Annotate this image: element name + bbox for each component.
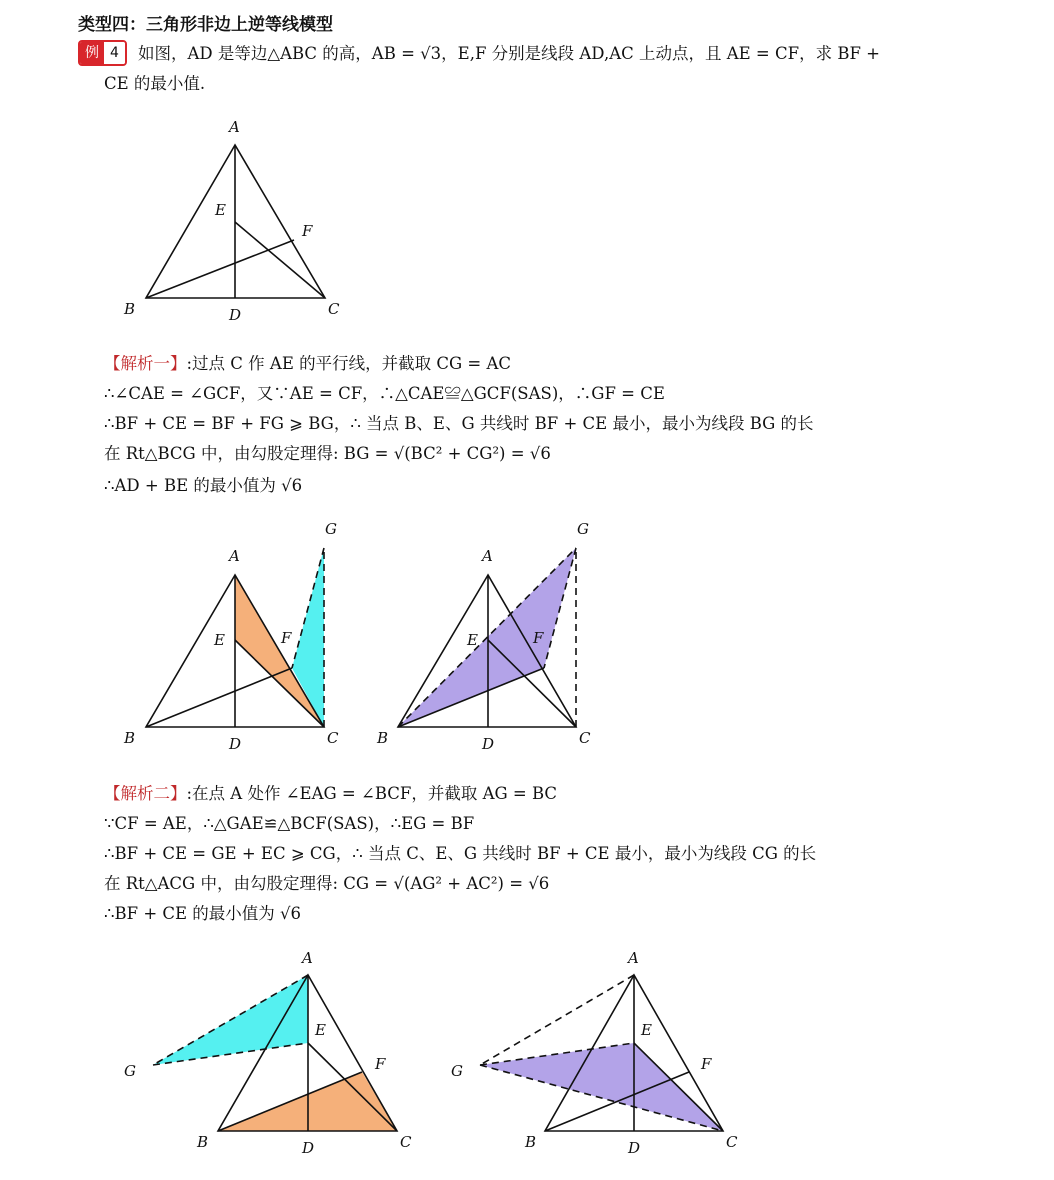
solution1-line2: ∴∠CAE = ∠GCF，又∵AE = CF，∴△CAE≌△GCF(SAS)，∴GF = CE xyxy=(104,384,665,403)
label-f: F xyxy=(302,222,313,240)
label-b: B xyxy=(525,1133,537,1151)
figure-s1-left xyxy=(146,548,324,727)
label-g: G xyxy=(124,1062,136,1080)
section-title: 类型四：三角形非边上逆等线模型 xyxy=(78,15,333,35)
label-d: D xyxy=(482,735,495,753)
solution1-text1: :过点 C 作 AE 的平行线，并截取 CG = AC xyxy=(186,354,512,373)
label-a: A xyxy=(482,547,493,565)
label-e: E xyxy=(214,631,225,649)
example-number: 4 xyxy=(104,42,125,64)
figure-s1-right xyxy=(398,548,576,727)
solution2-line2: ∵CF = AE，∴△GAE≌△BCF(SAS)，∴EG = BF xyxy=(104,814,475,833)
label-f: F xyxy=(281,629,292,647)
shaded-triangle-gec xyxy=(480,1043,723,1131)
label-f: F xyxy=(375,1055,386,1073)
label-e: E xyxy=(315,1021,326,1039)
label-a: A xyxy=(302,949,313,967)
solution2-text1: :在点 A 处作 ∠EAG = ∠BCF，并截取 AG = BC xyxy=(186,784,558,803)
example-word: 例 xyxy=(80,42,104,64)
solution2-tag: 【解析二】 xyxy=(104,784,187,803)
question-line-1: 如图，AD 是等边△ABC 的高，AB = √3，E,F 分别是线段 AD,AC 上动点，且 AE = CF，求 BF + xyxy=(138,44,880,63)
question-line-2: CE 的最小值. xyxy=(104,74,206,93)
label-b: B xyxy=(124,729,136,747)
solution2-line4: 在 Rt△ACG 中，由勾股定理得: CG = √(AG² + AC²) = √6 xyxy=(104,874,550,893)
segment-bf xyxy=(146,668,292,727)
solution1-tag: 【解析一】 xyxy=(104,354,187,373)
label-c: C xyxy=(579,729,591,747)
label-e: E xyxy=(467,631,478,649)
label-f: F xyxy=(533,629,544,647)
label-b: B xyxy=(124,300,136,318)
label-c: C xyxy=(400,1133,412,1151)
label-f: F xyxy=(701,1055,712,1073)
label-d: D xyxy=(302,1139,315,1157)
label-g: G xyxy=(325,520,337,538)
solution1-line4: 在 Rt△BCG 中，由勾股定理得: BG = √(BC² + CG²) = √6 xyxy=(104,444,551,463)
label-d: D xyxy=(628,1139,641,1157)
solution1-line5: ∴AD + BE 的最小值为 √6 xyxy=(104,476,303,495)
label-c: C xyxy=(726,1133,738,1151)
figure-s2-left xyxy=(153,975,397,1131)
label-a: A xyxy=(229,547,240,565)
label-b: B xyxy=(377,729,389,747)
label-g: G xyxy=(451,1062,463,1080)
label-a: A xyxy=(628,949,639,967)
solution2-line5: ∴BF + CE 的最小值为 √6 xyxy=(104,904,302,923)
figure-s2-right xyxy=(480,975,723,1131)
label-c: C xyxy=(328,300,340,318)
solution2-line3: ∴BF + CE = GE + EC ⩾ CG，∴ 当点 C、E、G 共线时 BF + CE 最小，最小为线段 CG 的长 xyxy=(104,844,817,863)
label-a: A xyxy=(229,118,240,136)
segment-bf xyxy=(146,240,294,298)
label-b: B xyxy=(197,1133,209,1151)
label-d: D xyxy=(229,306,242,324)
label-e: E xyxy=(641,1021,652,1039)
solution1-line3: ∴BF + CE = BF + FG ⩾ BG，∴ 当点 B、E、G 共线时 BF + CE 最小，最小为线段 BG 的长 xyxy=(104,414,814,433)
label-e: E xyxy=(215,201,226,219)
label-g: G xyxy=(577,520,589,538)
label-d: D xyxy=(229,735,242,753)
figure-original xyxy=(146,145,325,298)
label-c: C xyxy=(327,729,339,747)
